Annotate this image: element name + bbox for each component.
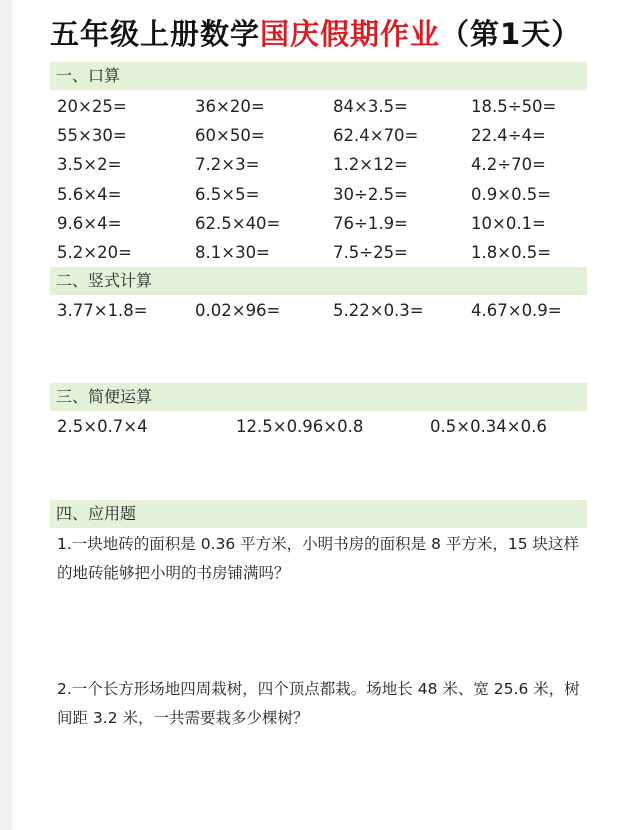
oral-item: 1.8×0.5= bbox=[471, 243, 552, 262]
oral-item: 60×50= bbox=[195, 126, 265, 145]
oral-item: 18.5÷50= bbox=[471, 97, 557, 116]
oral-item: 84×3.5= bbox=[333, 97, 408, 116]
simplify-row bbox=[57, 413, 587, 441]
oral-item: 7.2×3= bbox=[195, 155, 260, 174]
vertical-item: 3.77×1.8= bbox=[57, 301, 148, 320]
section-heading-simplify: 三、简便运算 bbox=[50, 383, 587, 411]
title-grade: 五年级上册数学 bbox=[50, 17, 261, 51]
oral-row bbox=[57, 122, 587, 150]
oral-item: 4.2÷70= bbox=[471, 155, 546, 174]
title-day: （第1天） bbox=[440, 17, 582, 51]
oral-item: 6.5×5= bbox=[195, 185, 260, 204]
oral-item: 36×20= bbox=[195, 97, 265, 116]
vertical-row bbox=[57, 297, 587, 325]
oral-item: 20×25= bbox=[57, 97, 127, 116]
vertical-item: 0.02×96= bbox=[195, 301, 281, 320]
simplify-item: 12.5×0.96×0.8 bbox=[236, 417, 364, 436]
oral-row bbox=[57, 151, 587, 179]
oral-item: 5.6×4= bbox=[57, 185, 122, 204]
oral-item: 5.2×20= bbox=[57, 243, 132, 262]
oral-item: 8.1×30= bbox=[195, 243, 270, 262]
oral-item: 1.2×12= bbox=[333, 155, 408, 174]
oral-item: 62.4×70= bbox=[333, 126, 419, 145]
oral-item: 0.9×0.5= bbox=[471, 185, 552, 204]
oral-item: 10×0.1= bbox=[471, 214, 546, 233]
oral-row bbox=[57, 210, 587, 238]
word-problem-2: 2.一个长方形场地四周栽树，四个顶点都栽。场地长 48 米、宽 25.6 米，树间距 3.2 米，一共需要栽多少棵树？ bbox=[57, 680, 580, 727]
page-edge-strip bbox=[0, 0, 12, 830]
section-heading-vertical: 二、竖式计算 bbox=[50, 267, 587, 295]
oral-row bbox=[57, 181, 587, 209]
oral-item: 9.6×4= bbox=[57, 214, 122, 233]
vertical-item: 4.67×0.9= bbox=[471, 301, 562, 320]
oral-row bbox=[57, 93, 587, 121]
section-heading-word: 四、应用题 bbox=[50, 500, 587, 528]
oral-row bbox=[57, 239, 587, 267]
word-problem-1: 1.一块地砖的面积是 0.36 平方米，小明书房的面积是 8 平方米，15 块这样的地砖能够把小明的书房铺满吗？ bbox=[57, 535, 580, 582]
watermark-mark bbox=[595, 818, 621, 826]
oral-item: 62.5×40= bbox=[195, 214, 281, 233]
oral-item: 76÷1.9= bbox=[333, 214, 408, 233]
title-holiday-homework: 国庆假期作业 bbox=[260, 17, 441, 51]
oral-item: 7.5÷25= bbox=[333, 243, 408, 262]
page-title bbox=[50, 10, 610, 58]
simplify-item: 0.5×0.34×0.6 bbox=[430, 417, 547, 436]
oral-item: 55×30= bbox=[57, 126, 127, 145]
section-heading-oral: 一、口算 bbox=[50, 62, 587, 90]
oral-item: 30÷2.5= bbox=[333, 185, 408, 204]
simplify-item: 2.5×0.7×4 bbox=[57, 417, 148, 436]
vertical-item: 5.22×0.3= bbox=[333, 301, 424, 320]
oral-item: 22.4÷4= bbox=[471, 126, 546, 145]
oral-item: 3.5×2= bbox=[57, 155, 122, 174]
